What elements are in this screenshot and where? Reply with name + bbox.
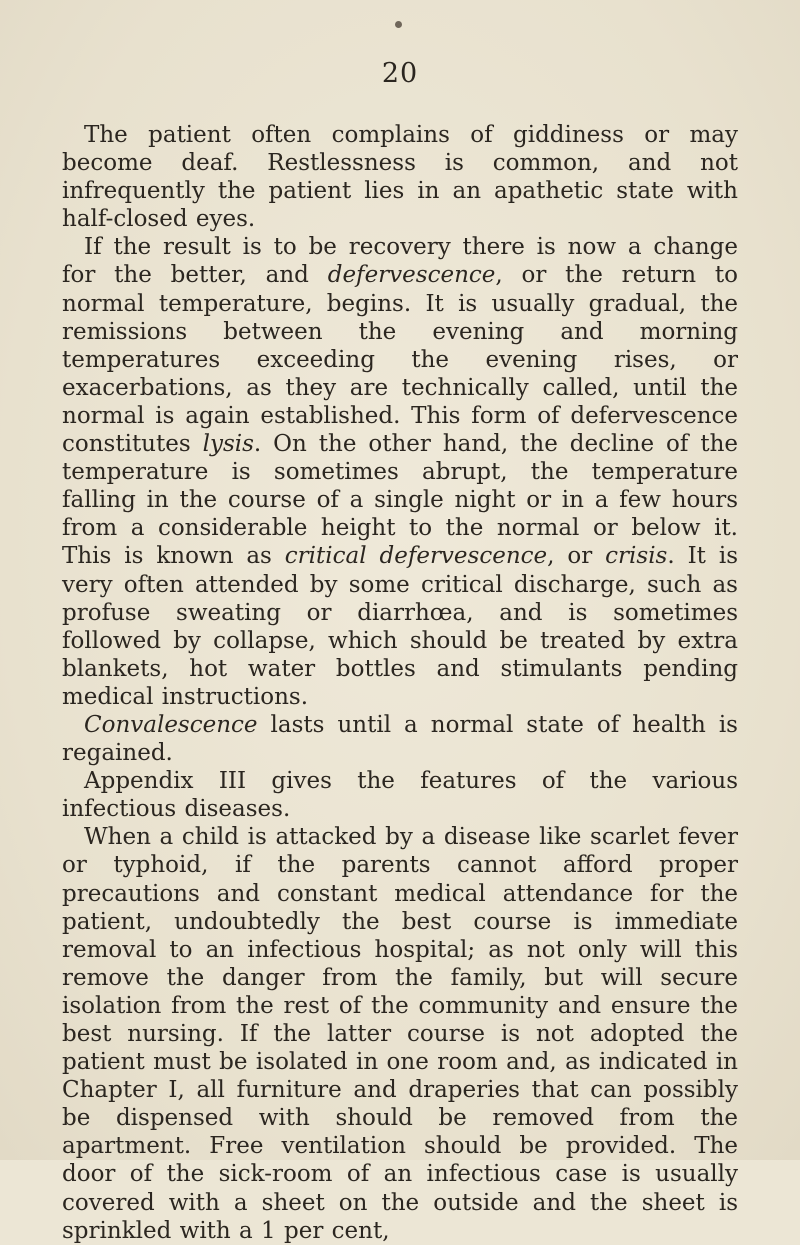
italic-term: defervescence <box>327 262 496 289</box>
italic-term: crisis <box>605 543 668 570</box>
ink-speck <box>395 21 402 28</box>
text-run: . On the other hand, the decline of the temperature is sometimes abrupt, the temperature falling in the course of a single night or in a few hours from a considerable height to the normal or below it. This is known as <box>62 431 739 570</box>
text-run: , or <box>547 543 606 570</box>
italic-term: critical defervescence <box>284 543 548 570</box>
paragraph <box>62 767 738 823</box>
text-run: , or the return to normal temperature, begins. It is usually gradual, the remissions between the evening and morning temperatures exceeding the evening rises, or exacerbations, as they are technically called, until the normal is again established. This form of defervescence constitutes <box>62 262 738 458</box>
text-run: . It is very often attended by some critical discharge, such as profuse sweating or diarrhœa, and is sometimes followed by collapse, which should be treated by extra blankets, hot water bottles and stimulants pending medical instructions. <box>62 543 738 710</box>
italic-term: lysis <box>202 431 254 458</box>
paragraph <box>62 233 738 711</box>
paragraph <box>62 823 738 1244</box>
paragraph <box>62 711 738 767</box>
italic-term: Convalescence <box>84 711 258 738</box>
text-run: The patient often complains of giddiness or may become deaf. Restlessness is common, and not infrequently the patient lies in an apathetic state with half-closed eyes. <box>62 122 738 233</box>
body-text <box>62 121 738 1245</box>
page-number: 20 <box>381 58 419 89</box>
text-run: If the result is to be recovery there is now a change for the better, and <box>62 234 738 289</box>
paragraph <box>62 121 738 233</box>
text-run: lasts until a normal state of health is regained. <box>62 711 738 767</box>
text-run: When a child is attacked by a disease like scarlet fever or typhoid, if the parents cannot afford proper precautions and constant medical attendance for the patient, undoubtedly the best course is immediate removal to an infectious hospital; as not only will this remove the danger from the family, but will secure isolation from the rest of the community and ensure the best nursing. If the latter course is not adopted the patient must be isolated in one room and, as indicated in Chapter I, all furniture and draperies that can possibly be dispensed with should be removed from the apartment. Free ventilation should be provided. The door of the sick-room of an infectious case is usually covered with a sheet on the outside and the sheet is sprinkled with a 1 per cent, <box>62 824 738 1244</box>
text-run: Appendix III gives the features of the various infectious diseases. <box>62 768 738 823</box>
